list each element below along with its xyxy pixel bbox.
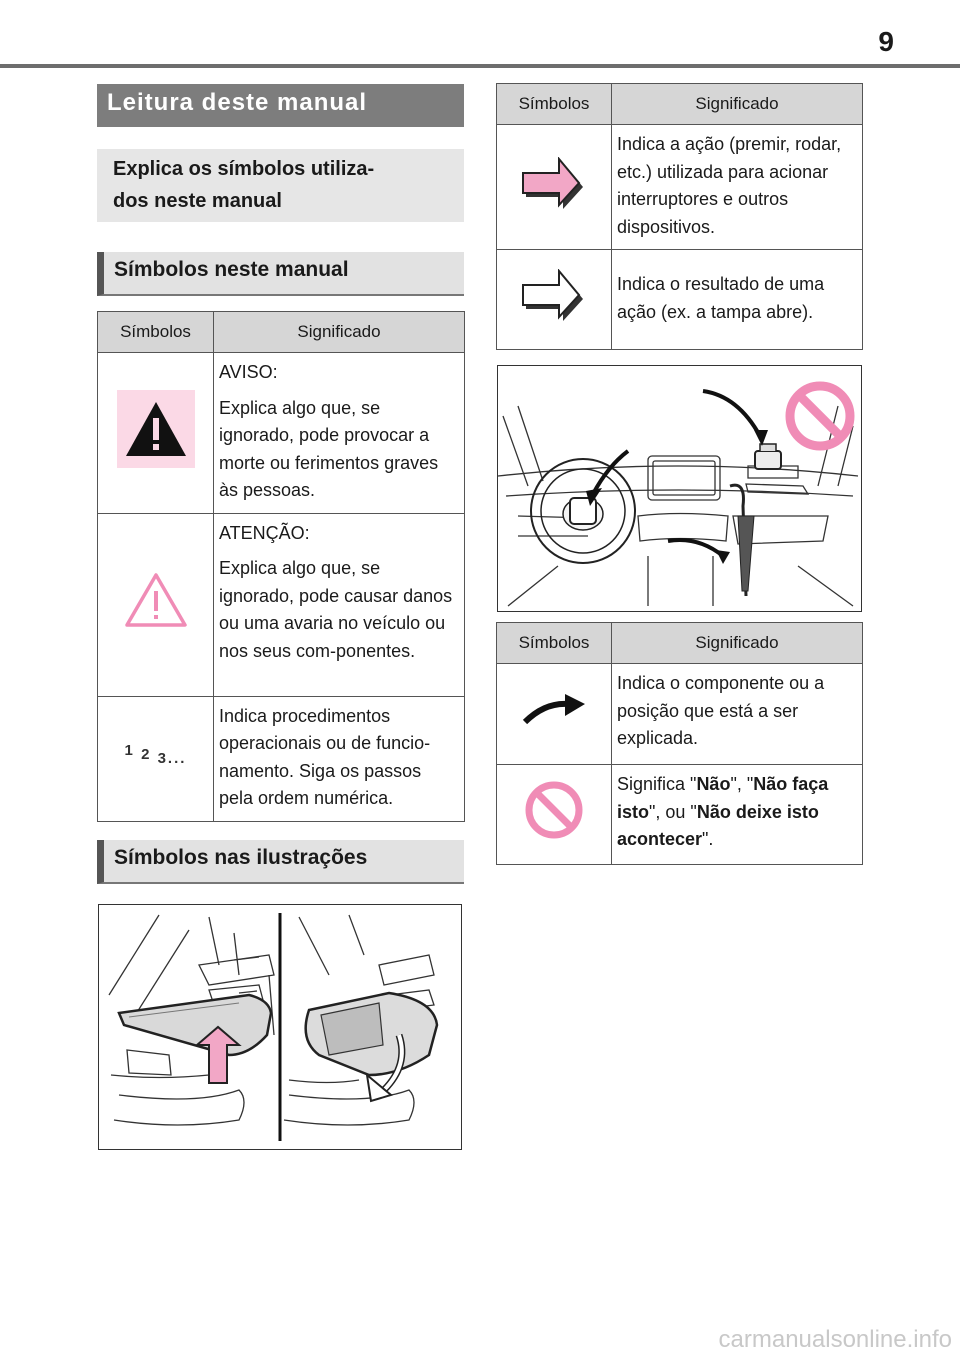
steps-text: Indica procedimentos operacionais ou de funcio-namento. Siga os passos pela ordem numérica. [219, 705, 431, 808]
pointer-text: Indica o componente ou a posição que está a ser explicada. [617, 673, 825, 748]
illustration-dashboard [497, 365, 862, 612]
result-arrow-icon [521, 269, 587, 321]
step-ellipsis: ... [167, 749, 187, 767]
table-header-row [98, 312, 465, 353]
section-symbols-manual: Símbolos neste manual [97, 252, 464, 296]
prohibition-text: Significa "Não", "Não faça isto", ou "Não deixe isto acontecer". [617, 774, 829, 849]
explain-line-2: dos neste manual [113, 190, 282, 212]
col-meaning-header: Significado [612, 623, 863, 664]
table-row [497, 125, 863, 250]
footer-watermark: carmanualsonline.info [718, 1326, 952, 1353]
illustration-lamp-cover [98, 904, 462, 1150]
caution-icon [123, 571, 189, 629]
header-rule [0, 64, 960, 68]
warning-title: AVISO: [219, 362, 278, 382]
table-row [98, 353, 465, 514]
table-row [98, 696, 465, 821]
col-symbols-header: Símbolos [98, 312, 214, 353]
step-2: 2 [141, 745, 152, 763]
symbols-table-right-2 [496, 622, 863, 865]
table-row [497, 250, 863, 350]
col-symbols-header: Símbolos [497, 84, 612, 125]
explain-line-1: Explica os símbolos utiliza- [113, 158, 375, 180]
warning-text: Explica algo que, se ignorado, pode provocar a morte ou ferimentos graves às pessoas. [219, 397, 439, 500]
pointer-arrow-icon [521, 690, 587, 730]
prohibition-icon [523, 779, 585, 841]
caution-title: ATENÇÃO: [219, 522, 310, 543]
chapter-title: Leitura deste manual [97, 84, 464, 127]
dashboard-drawing [498, 366, 860, 610]
bold-nao: Não [696, 774, 731, 794]
col-meaning-header: Significado [214, 312, 465, 353]
step-1: 1 [124, 741, 135, 759]
action-text: Indica a ação (premir, rodar, etc.) utilizada para acionar interruptores e outros dispositivos. [617, 134, 842, 237]
section-symbols-illustrations: Símbolos nas ilustrações [97, 840, 464, 884]
table-row [497, 664, 863, 765]
symbols-table-right-1 [496, 83, 863, 350]
lamp-cover-drawing [99, 905, 460, 1148]
warning-icon [117, 390, 195, 468]
col-meaning-header: Significado [612, 84, 863, 125]
table-header-row [497, 623, 863, 664]
result-text: Indica o resultado de uma ação (ex. a tampa abre). [617, 274, 825, 322]
table-row [98, 513, 465, 696]
steps-icon [99, 741, 212, 773]
table-row [497, 765, 863, 865]
bold-nao-deixe: Não deixe isto acontecer [617, 801, 819, 849]
step-3: 3 [157, 749, 168, 767]
page-number: 9 [878, 26, 894, 57]
explain-box [97, 149, 464, 222]
table-header-row [497, 84, 863, 125]
action-arrow-icon [521, 157, 587, 209]
col-symbols-header: Símbolos [497, 623, 612, 664]
symbols-table-left [97, 311, 465, 822]
bold-nao-faca-isto: Não faça isto [617, 774, 829, 822]
caution-text: Explica algo que, se ignorado, pode causar danos ou uma avaria no veículo ou nos seus com-ponentes. [219, 558, 453, 661]
